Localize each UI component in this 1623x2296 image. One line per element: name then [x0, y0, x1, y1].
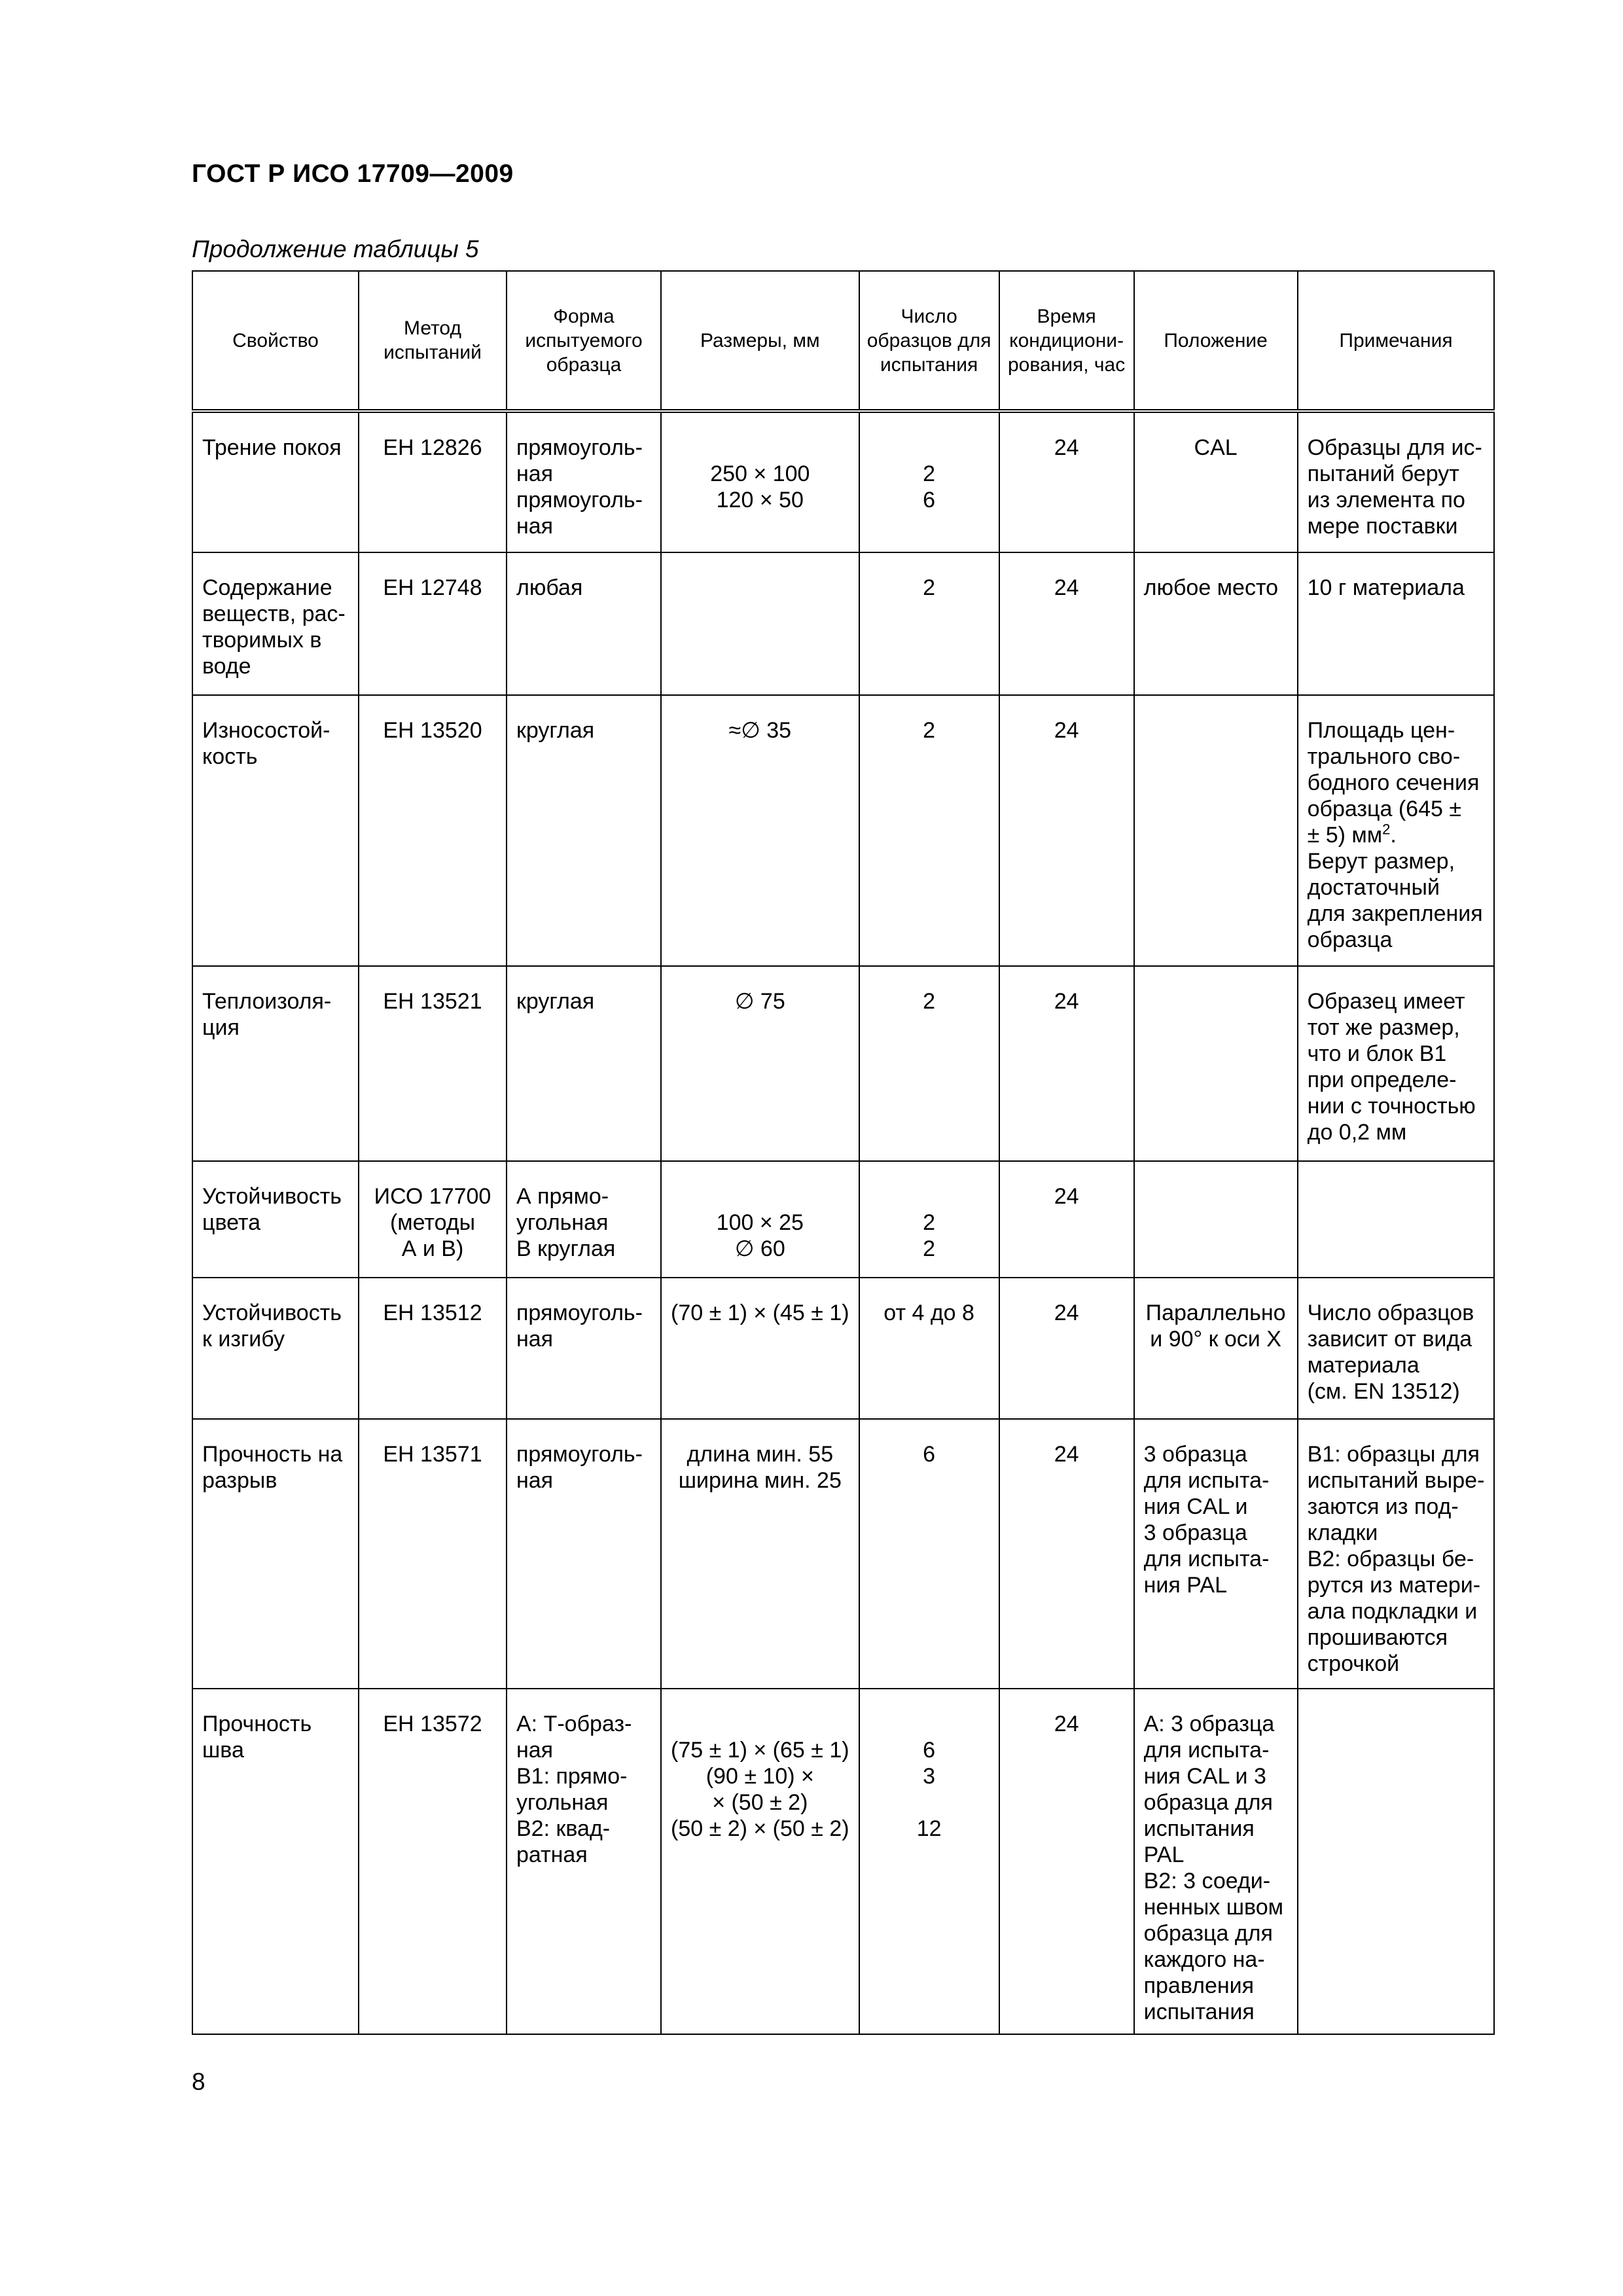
table-row: [192, 1161, 1494, 1278]
cell-text-line: (50 ± 2) × (50 ± 2): [671, 1816, 849, 1841]
cell-property: [192, 695, 359, 966]
cell-text-line: цвета: [202, 1210, 261, 1235]
cell-text-line: (методы: [389, 1210, 476, 1235]
cell-text-line: Устойчивость: [202, 1184, 342, 1209]
cell-dimensions: [661, 695, 859, 966]
cell-text-line: круглая: [516, 718, 595, 743]
cell-text-line: [869, 1711, 990, 1737]
cell-text-line: 250 × 100: [710, 461, 810, 486]
cell-notes: [1298, 695, 1495, 966]
cell-text-line: 10 г материала: [1307, 575, 1465, 600]
cell-text-line: до 0,2 мм: [1307, 1120, 1407, 1145]
cell-method: [359, 552, 507, 695]
cell-text-line: 6: [923, 1738, 936, 1763]
cell-text-line: Теплоизоля-: [202, 989, 332, 1014]
cell-text-line: [1308, 1711, 1485, 1737]
table-header-row: [192, 271, 1494, 411]
cell-text-line: любое место: [1143, 575, 1279, 600]
cell-notes: [1298, 1419, 1495, 1689]
cell-notes: [1298, 1161, 1495, 1278]
cell-text-line: 120 × 50: [716, 488, 804, 512]
cell-text-line: прямоуголь-: [516, 435, 643, 460]
cell-text-line: ± 5) $мм^2$.: [1307, 821, 1397, 848]
cell-dimensions: [661, 1689, 859, 2034]
cell-text-line: (70 ± 1) × (45 ± 1): [671, 1300, 849, 1325]
cell-text-line: ала подкладки и: [1307, 1599, 1478, 1624]
cell-text-line: прямоуголь-: [516, 1442, 643, 1467]
table-row: [192, 695, 1494, 966]
cell-notes: [1298, 966, 1495, 1161]
cell-text-line: каждого на-: [1143, 1947, 1265, 1972]
cell-text-line: 24: [1054, 989, 1079, 1014]
cell-text-line: для испыта-: [1143, 1738, 1270, 1763]
cell-text-line: ЕН 13571: [383, 1442, 482, 1467]
cell-shape: [507, 1419, 661, 1689]
cell-text-line: 12: [916, 1816, 942, 1841]
cell-text-line: В2: 3 соеди-: [1143, 1869, 1271, 1893]
cell-text-line: ЕН 13520: [383, 718, 482, 743]
cell-sample-count: [859, 1689, 999, 2034]
cell-dimensions: [661, 411, 859, 552]
cell-text-line: зависит от вида: [1307, 1327, 1472, 1352]
cell-property: [192, 411, 359, 552]
cell-text-line: Образец имеет: [1307, 989, 1465, 1014]
document-title: ГОСТ Р ИСО 17709—2009: [192, 160, 514, 188]
cell-text-line: ширина мин. 25: [678, 1468, 842, 1493]
cell-notes: [1298, 1278, 1495, 1419]
cell-sample-count: [859, 1278, 999, 1419]
cell-text-line: ∅ 75: [734, 989, 785, 1014]
table-row: [192, 1419, 1494, 1689]
cell-text-line: 24: [1054, 1442, 1079, 1467]
cell-text-line: ная: [516, 1738, 554, 1763]
cell-text-line: ЕН 12826: [383, 435, 482, 460]
cell-text-line: × (50 ± 2): [712, 1790, 808, 1815]
cell-conditioning-time: [999, 1278, 1134, 1419]
cell-position: [1134, 1161, 1298, 1278]
cell-text-line: [869, 435, 990, 461]
column-header-sample-count: Число образцов для испытания: [859, 271, 999, 411]
cell-shape: [507, 1278, 661, 1419]
cell-text-line: пытаний берут: [1307, 461, 1459, 486]
cell-property: [192, 1278, 359, 1419]
cell-text-line: (см. EN 13512): [1307, 1379, 1460, 1404]
cell-text-line: разрыв: [202, 1468, 277, 1493]
cell-text-line: А и В): [401, 1236, 464, 1261]
cell-text-line: шва: [202, 1738, 244, 1763]
cell-text-line: Образцы для ис-: [1307, 435, 1482, 460]
cell-dimensions: [661, 552, 859, 695]
cell-text-line: угольная: [516, 1210, 609, 1235]
column-header-dimensions: Размеры, мм: [661, 271, 859, 411]
cell-method: [359, 1278, 507, 1419]
cell-text-line: творимых в: [202, 628, 322, 653]
cell-text-line: строчкой: [1307, 1651, 1400, 1676]
cell-text-line: [869, 1183, 990, 1210]
cell-text-line: рутся из матери-: [1307, 1573, 1481, 1598]
cell-text-line: бодного сечения: [1307, 770, 1480, 795]
cell-text-line: 24: [1054, 435, 1079, 460]
column-header-shape: Форма испытуемого образца: [507, 271, 661, 411]
cell-text-line: ная: [516, 1327, 554, 1352]
cell-text-line: 6: [923, 488, 936, 512]
cell-text-line: В1: образцы для: [1307, 1442, 1480, 1467]
cell-text-line: В2: квад-: [516, 1816, 611, 1841]
cell-text-line: Берут размер,: [1307, 849, 1455, 874]
cell-text-line: для испыта-: [1143, 1468, 1270, 1493]
cell-text-line: ния CAL и: [1143, 1494, 1248, 1519]
cell-shape: [507, 411, 661, 552]
column-header-conditioning-time: Время кондициони-рования, час: [999, 271, 1134, 411]
page-number: 8: [192, 2068, 205, 2095]
cell-position: [1134, 1419, 1298, 1689]
cell-conditioning-time: [999, 1419, 1134, 1689]
cell-property: [192, 552, 359, 695]
cell-text-line: 2: [923, 575, 936, 600]
cell-text-line: веществ, рас-: [202, 601, 346, 626]
cell-text-line: образца для: [1143, 1790, 1273, 1815]
table-row: [192, 552, 1494, 695]
table-row: [192, 1689, 1494, 2034]
table-row: [192, 411, 1494, 552]
cell-text-line: 24: [1054, 575, 1079, 600]
cell-position: [1134, 695, 1298, 966]
cell-text-line: [671, 1711, 849, 1737]
cell-text-line: ЕН 13512: [383, 1300, 482, 1325]
cell-text-line: материала: [1307, 1353, 1419, 1378]
cell-text-line: ратная: [516, 1842, 588, 1867]
cell-position: [1134, 966, 1298, 1161]
cell-text-line: для испыта-: [1143, 1547, 1270, 1571]
cell-text-line: 24: [1054, 718, 1079, 743]
cell-text-line: при определе-: [1307, 1067, 1457, 1092]
cell-text-line: любая: [516, 575, 583, 600]
cell-dimensions: [661, 966, 859, 1161]
cell-text-line: [671, 575, 849, 601]
cell-text-line: [869, 1789, 990, 1816]
cell-text-line: Прочность: [202, 1712, 312, 1736]
cell-sample-count: [859, 552, 999, 695]
column-header-position: Положение: [1134, 271, 1298, 411]
cell-text-line: 3 образца: [1143, 1520, 1247, 1545]
cell-notes: [1298, 552, 1495, 695]
cell-text-line: испытания: [1143, 2000, 1255, 2024]
cell-sample-count: [859, 1161, 999, 1278]
cell-shape: [507, 552, 661, 695]
cell-text-line: прямоуголь-: [516, 488, 643, 512]
cell-text-line: 2: [923, 1210, 936, 1235]
column-header-method: Метод испытаний: [359, 271, 507, 411]
cell-sample-count: [859, 1419, 999, 1689]
cell-text-line: трального сво-: [1307, 744, 1461, 769]
cell-method: [359, 695, 507, 966]
cell-text-line: мере поставки: [1307, 514, 1458, 539]
cell-text-line: к изгибу: [202, 1327, 285, 1352]
cell-position: [1134, 1278, 1298, 1419]
cell-text-line: А прямо-: [516, 1184, 609, 1209]
cell-text-line: испытаний выре-: [1307, 1468, 1485, 1493]
cell-text-line: CAL: [1194, 435, 1238, 460]
cell-dimensions: [661, 1161, 859, 1278]
cell-text-line: 2: [923, 989, 936, 1014]
cell-conditioning-time: [999, 552, 1134, 695]
cell-conditioning-time: [999, 695, 1134, 966]
cell-conditioning-time: [999, 1161, 1134, 1278]
cell-sample-count: [859, 411, 999, 552]
cell-text-line: Параллельно: [1145, 1300, 1286, 1325]
cell-notes: [1298, 411, 1495, 552]
cell-text-line: Износостой-: [202, 718, 330, 743]
cell-text-line: [1308, 1183, 1485, 1210]
cell-text-line: достаточный: [1307, 875, 1440, 900]
cell-text-line: Устойчивость: [202, 1300, 342, 1325]
cell-text-line: кость: [202, 744, 258, 769]
cell-property: [192, 1419, 359, 1689]
column-header-notes: Примечания: [1298, 271, 1495, 411]
cell-text-line: ЕН 12748: [383, 575, 482, 600]
cell-property: [192, 966, 359, 1161]
cell-text-line: ния CAL и 3: [1143, 1764, 1266, 1789]
cell-text-line: А: Т-образ-: [516, 1712, 632, 1736]
cell-text-line: Площадь цен-: [1307, 718, 1455, 743]
cell-sample-count: [859, 695, 999, 966]
cell-text-line: ЕН 13572: [383, 1712, 482, 1736]
cell-text-line: от 4 до 8: [883, 1300, 974, 1325]
cell-text-line: (90 ± 10) ×: [705, 1764, 814, 1789]
cell-text-line: 3: [923, 1764, 936, 1789]
cell-text-line: ция: [202, 1015, 240, 1040]
cell-text-line: [671, 435, 849, 461]
cell-text-line: 100 × 25: [716, 1210, 804, 1235]
cell-text-line: Трение покоя: [202, 435, 342, 460]
cell-text-line: нии с точностью: [1307, 1094, 1476, 1119]
cell-notes: [1298, 1689, 1495, 2034]
cell-sample-count: [859, 966, 999, 1161]
table-row: [192, 1278, 1494, 1419]
cell-text-line: 2: [923, 718, 936, 743]
cell-text-line: 24: [1054, 1300, 1079, 1325]
table-caption: Продолжение таблицы 5: [192, 236, 479, 262]
cell-text-line: что и блок В1: [1307, 1041, 1447, 1066]
cell-conditioning-time: [999, 966, 1134, 1161]
cell-text-line: для закрепления: [1307, 901, 1483, 926]
cell-method: [359, 1419, 507, 1689]
cell-text-line: [1144, 988, 1288, 1014]
cell-text-line: круглая: [516, 989, 595, 1014]
cell-method: [359, 1689, 507, 2034]
cell-text-line: испытания: [1143, 1816, 1255, 1841]
cell-text-line: PAL: [1143, 1842, 1185, 1867]
superscript-exponent: 2: [1382, 821, 1391, 838]
cell-text-line: В2: образцы бе-: [1307, 1547, 1474, 1571]
cell-text-line: тот же размер,: [1307, 1015, 1460, 1040]
cell-dimensions: [661, 1419, 859, 1689]
cell-text-line: ИСО 17700: [374, 1184, 491, 1209]
cell-text-line: 6: [923, 1442, 936, 1467]
cell-text-line: ния PAL: [1143, 1573, 1227, 1598]
cell-text-line: из элемента по: [1307, 488, 1465, 512]
cell-shape: [507, 966, 661, 1161]
cell-position: [1134, 1689, 1298, 2034]
cell-text-line: ≈∅ 35: [728, 718, 792, 743]
cell-text-line: кладки: [1307, 1520, 1378, 1545]
specification-table: [192, 270, 1495, 2035]
cell-text-line: [1144, 1183, 1288, 1210]
cell-property: [192, 1689, 359, 2034]
cell-text-line: Прочность на: [202, 1442, 343, 1467]
cell-text-line: 2: [923, 461, 936, 486]
cell-method: [359, 966, 507, 1161]
cell-text-line: [1144, 717, 1288, 744]
cell-text-line: ная: [516, 1468, 554, 1493]
cell-method: [359, 411, 507, 552]
cell-shape: [507, 1161, 661, 1278]
cell-text-line: заются из под-: [1307, 1494, 1459, 1519]
cell-text-line: Содержание: [202, 575, 332, 600]
cell-text-line: Число образцов: [1307, 1300, 1474, 1325]
cell-text-line: ненных швом: [1143, 1895, 1283, 1920]
cell-text-line: [671, 1183, 849, 1210]
cell-shape: [507, 1689, 661, 2034]
cell-method: [359, 1161, 507, 1278]
cell-text-line: ная: [516, 461, 554, 486]
cell-text-line: А: 3 образца: [1143, 1712, 1275, 1736]
cell-text-line: 24: [1054, 1184, 1079, 1209]
cell-text-line: В круглая: [516, 1236, 616, 1261]
cell-text-line: В1: прямо-: [516, 1764, 628, 1789]
cell-text-line: образца для: [1143, 1921, 1273, 1946]
cell-position: [1134, 552, 1298, 695]
cell-text-line: воде: [202, 654, 251, 679]
cell-text-line: (75 ± 1) × (65 ± 1): [671, 1738, 849, 1763]
cell-dimensions: [661, 1278, 859, 1419]
cell-conditioning-time: [999, 411, 1134, 552]
cell-text-line: ∅ 60: [734, 1236, 785, 1261]
cell-text-line: ЕН 13521: [383, 989, 482, 1014]
cell-text-line: образца (645 ±: [1307, 797, 1462, 821]
cell-text-line: 3 образца: [1143, 1442, 1247, 1467]
cell-position: [1134, 411, 1298, 552]
column-header-property: Свойство: [192, 271, 359, 411]
cell-property: [192, 1161, 359, 1278]
cell-text-line: 2: [923, 1236, 936, 1261]
cell-text-line: угольная: [516, 1790, 609, 1815]
cell-text-line: и 90° к оси X: [1150, 1327, 1281, 1352]
table-body: [192, 411, 1494, 2034]
cell-shape: [507, 695, 661, 966]
cell-text-line: ная: [516, 514, 554, 539]
cell-text-line: прошиваются: [1307, 1625, 1448, 1650]
cell-text-line: прямоуголь-: [516, 1300, 643, 1325]
cell-text-line: 24: [1054, 1712, 1079, 1736]
cell-text-line: ± 5) мм: [1307, 823, 1383, 848]
cell-text-line: правления: [1143, 1973, 1255, 1998]
cell-conditioning-time: [999, 1689, 1134, 2034]
cell-text-line: длина мин. 55: [687, 1442, 834, 1467]
cell-text-line: образца: [1307, 927, 1393, 952]
table-row: [192, 966, 1494, 1161]
